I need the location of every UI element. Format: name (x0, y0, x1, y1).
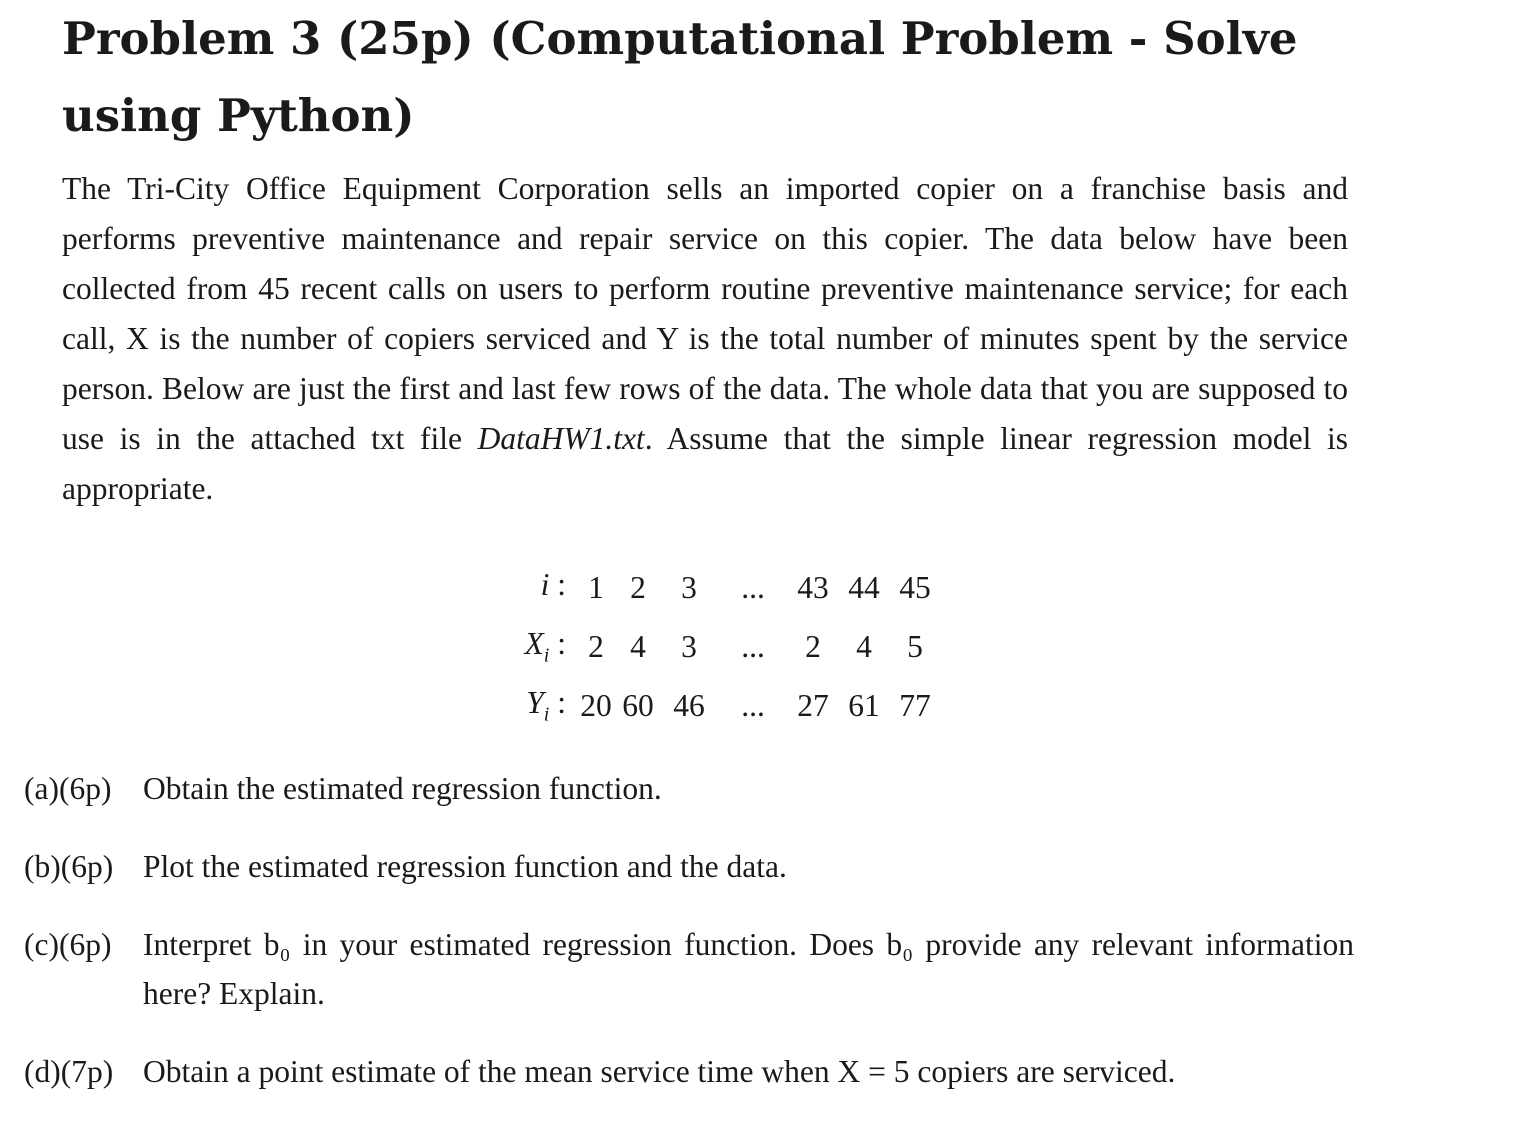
table-cell: 1 (588, 569, 604, 605)
problem-title: Problem 3 (25p) (Computational Problem - Solve using Python) (62, 12, 1298, 142)
table-cell: ... (741, 569, 765, 605)
table-cell: 2 (630, 569, 646, 605)
question-part-c (24, 920, 1354, 1018)
intro-text: The Tri-City Office Equipment Corporation sells an imported copier on a franchise basis and performs preventive maintenance and repair service on this copier. The data below have been collected from 45 recent calls on users to perform routine preventive maintenance service; for each call, X is the number of copiers serviced and Y is the total number of minutes spent by the service person. Below are just the first and last few rows of the data. The whole data that you are supposed to use is in the attached txt file (62, 171, 1348, 456)
table-cell: 46 (673, 687, 705, 723)
table-cell: 61 (848, 687, 880, 723)
table-row (496, 558, 940, 617)
table-row (496, 617, 940, 676)
question-part-d (24, 1047, 1354, 1096)
table-cell: 20 (580, 687, 612, 723)
part-text: Plot the estimated regression function and the data. (143, 849, 787, 884)
row-label: i : (540, 566, 566, 602)
table-cell: 60 (622, 687, 654, 723)
part-label: (d)(7p) (24, 1054, 114, 1089)
table-cell: 43 (797, 569, 829, 605)
problem-description (62, 164, 1348, 514)
table-cell: 3 (681, 569, 697, 605)
part-text: Obtain a point estimate of the mean service time when X = 5 copiers are serviced. (143, 1054, 1176, 1089)
data-preview-table (496, 558, 940, 735)
table-cell: 5 (907, 628, 923, 664)
table-row (496, 676, 940, 735)
question-part-b (24, 842, 1354, 891)
row-label: $X_i$ : (524, 625, 566, 667)
table-cell: 4 (856, 628, 872, 664)
table-cell: 2 (588, 628, 604, 664)
table-cell: ... (741, 687, 765, 723)
part-text: Obtain the estimated regression function. (143, 771, 662, 806)
table-cell: 45 (899, 569, 931, 605)
part-text: Interpret b₀ in your estimated regression function. Does b₀ provide any relevant information here? Explain. (143, 927, 1354, 1011)
table-cell: 4 (630, 628, 646, 664)
part-label: (a)(6p) (24, 771, 112, 806)
table-cell: 44 (848, 569, 880, 605)
table-cell: ... (741, 628, 765, 664)
table-cell: 27 (797, 687, 829, 723)
table-cell: 77 (899, 687, 931, 723)
row-label: $Y_i$ : (526, 684, 566, 726)
table-cell: 3 (681, 628, 697, 664)
intro-text-end: . Assume that the simple linear regression model is appropriate. (62, 421, 1349, 506)
question-part-a (24, 764, 1354, 813)
part-label: (c)(6p) (24, 927, 112, 962)
data-file-name: DataHW1.txt (477, 421, 645, 456)
part-label: (b)(6p) (24, 849, 114, 884)
table-cell: 2 (805, 628, 821, 664)
